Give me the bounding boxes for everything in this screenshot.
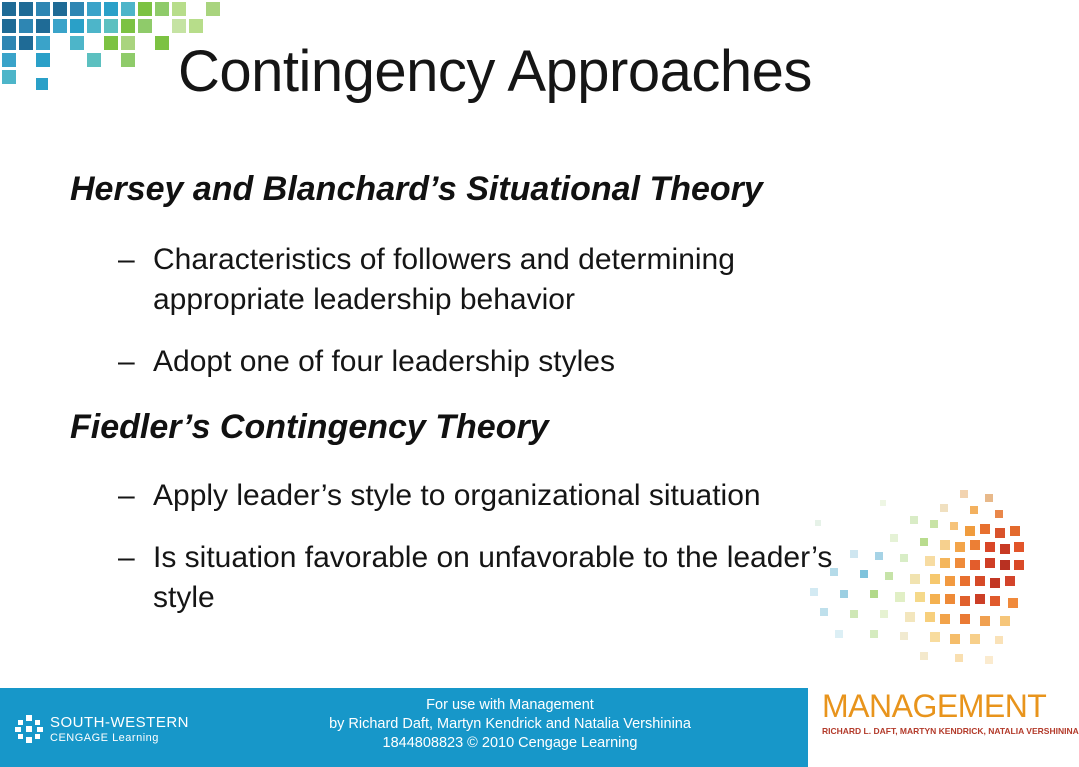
bullet-text-line: appropriate leadership behavior: [153, 283, 575, 316]
bullet-dash: –: [118, 541, 135, 574]
section-heading-fiedler: Fiedler’s Contingency Theory: [70, 408, 549, 446]
bullet-item: [118, 342, 918, 382]
publisher-logo: [10, 710, 200, 750]
bullet-text-line: Apply leader’s style to organizational situation: [153, 479, 761, 512]
footer-bar: [0, 688, 808, 767]
bullet-dash: –: [118, 345, 135, 378]
bullet-dash: –: [118, 479, 135, 512]
slide-title: Contingency Approaches: [178, 39, 812, 104]
bullet-text-line: Characteristics of followers and determining: [153, 243, 735, 276]
bullet-item: [118, 476, 918, 516]
book-brand: [808, 688, 1079, 767]
footer-credit-line: 1844808823 © 2010 Cengage Learning: [382, 735, 638, 751]
bullet-text-line: Is situation favorable on unfavorable to the leader’s: [153, 541, 833, 574]
footer-credit-line: For use with Management: [426, 697, 594, 713]
book-authors: RICHARD L. DAFT, MARTYN KENDRICK, NATALIA VERSHININA: [822, 726, 1079, 736]
publisher-subtitle: CENGAGE Learning: [50, 732, 159, 744]
bullet-item: [118, 240, 918, 320]
book-title: MANAGEMENT: [822, 688, 1047, 724]
footer-credit: [290, 696, 730, 753]
bullet-text-line: style: [153, 581, 215, 614]
cengage-star-icon: [14, 714, 44, 744]
footer-credit-line: by Richard Daft, Martyn Kendrick and Natalia Vershinina: [329, 716, 691, 732]
bullet-text-line: Adopt one of four leadership styles: [153, 345, 615, 378]
bullet-item: [118, 538, 918, 618]
bullet-dash: –: [118, 243, 135, 276]
section-heading-hersey-blanchard: Hersey and Blanchard’s Situational Theory: [70, 170, 763, 208]
publisher-name: SOUTH-WESTERN: [50, 714, 189, 731]
